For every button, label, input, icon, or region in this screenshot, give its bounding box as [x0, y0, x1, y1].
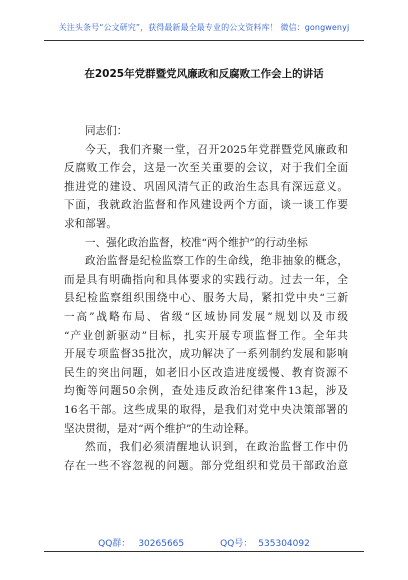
body-line: 开展专项监督35批次，成功解决了一系列制约发展和影响	[64, 348, 348, 361]
body-line: 一高”战略布局、省级“区域协同发展”规划以及市级	[64, 310, 348, 323]
body-line: 民生的突出问题，如老旧小区改造进度缓慢、教育资源不	[64, 366, 348, 379]
body-line: “产业创新驱动”目标，扎实开展专项监督工作。全年共	[64, 329, 348, 342]
body-line: 政治监督是纪检监察工作的生命线，绝非抽象的概念，	[85, 255, 348, 268]
body-line: 反腐败工作会，这是一次至关重要的会议，对于我们全面	[64, 162, 348, 175]
body-line: 求和部署。	[64, 217, 117, 230]
salutation-line: 同志们：	[85, 125, 128, 137]
body-line: 今天，我们齐聚一堂，召开2025年党群暨党风廉政和	[85, 143, 348, 156]
document-title: 在2025年党群暨党风廉政和反腐败工作会上的讲话	[84, 68, 324, 80]
body-line: 16名干部。这些成果的取得，是我们对党中央决策部署的	[64, 403, 348, 416]
body-line: 推进党的建设、巩固风清气正的政治生态具有深远意义。	[64, 180, 348, 193]
body-line: 下面，我就政治监督和作风建设两个方面，谈一谈工作要	[64, 199, 348, 212]
qq-number-label: QQ号：	[220, 539, 253, 549]
body-line: 然而，我们必须清醒地认识到，在政治监督工作中仍	[85, 441, 348, 454]
body-line: 而是具有明确指向和具体要求的实践行动。过去一年，全	[64, 273, 348, 286]
body-line: 均衡等问题50余例，查处违反政治纪律案件13起，涉及	[64, 385, 348, 398]
footer-divider	[44, 551, 364, 552]
speech-body	[64, 122, 348, 475]
header-notice: 关注头条号“公文研究”，获得最新最全最专业的公文资料库！ 微信：gongwenyj	[58, 23, 350, 32]
header-divider	[44, 40, 364, 41]
body-line: 县纪检监察组织围绕中心、服务大局，紧扣党中央“三新	[64, 292, 348, 305]
body-line: 坚决贯彻，是对“两个维护”的生动诠释。	[64, 422, 255, 435]
qq-group-number: 30265665	[138, 539, 185, 549]
section-heading: 一、强化政治监督，校准“两个维护”的行动坐标	[85, 236, 308, 249]
qq-group-label: QQ群：	[98, 539, 131, 549]
footer-contact	[0, 536, 408, 549]
qq-number: 535304092	[258, 539, 310, 549]
body-line: 存在一些不容忽视的问题。部分党组织和党员干部政治意	[64, 459, 348, 472]
